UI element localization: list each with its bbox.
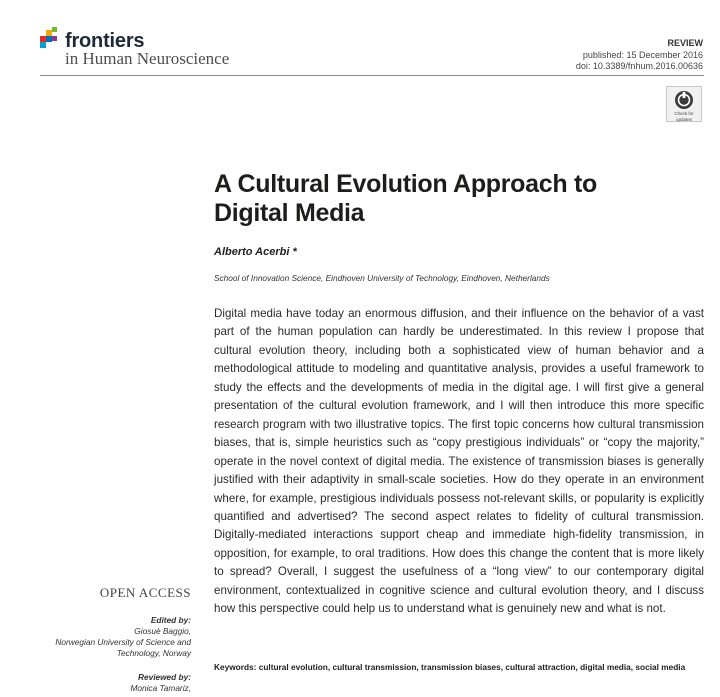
title-line-1: A Cultural Evolution Approach to <box>214 170 597 198</box>
title-line-2: Digital Media <box>214 199 365 227</box>
article-meta <box>576 38 703 73</box>
keywords <box>214 661 704 673</box>
frontiers-logo-icon <box>40 27 64 51</box>
article-title <box>214 170 684 228</box>
journal-logo[interactable] <box>40 26 280 74</box>
editor-affiliation-1: Norwegian University of Science and <box>55 637 191 647</box>
badge-text-1: Check for <box>674 111 694 116</box>
edited-by-label: Edited by: <box>150 615 191 625</box>
reviewed-by-label: Reviewed by: <box>137 672 191 682</box>
badge-text-2: updates <box>675 117 692 122</box>
journal-name: in Human Neuroscience <box>65 49 230 68</box>
brand-name: frontiers <box>65 30 145 52</box>
abstract-text: Digital media have today an enormous diffusion, and their influence on the behavior of a vast part of the human population can hardly be underestimated. In this review I propose that cultural evolution theory, including both a sophisticated view of human behavior and a methodological attitude to modeling and quantitative analysis, provides a useful framework to study the effects and the developments of media in the digital age. I will first give a general presentation of the cultural evolution framework, and I will then introduce this more specific research program with two illustrative topics. The first topic concerns how cultural transmission biases, that is, simple heuristics such as “copy prestigious individuals” or “copy the majority,” operate in the novel context of digital media. The existence of transmission biases is generally justified with their adaptivity in small-scale societies. How do they operate in an environment where, for example, prestigious individuals possess not-relevant skills, or popularity is explicitly quantified and advertised? The second aspect relates to fidelity of cultural transmission. Digitally-mediated interactions support cheap and immediate high-fidelity transmission, in opposition, for example, to oral traditions. How does this change the content that is more likely to spread? Overall, I suggest the usefulness of a “long view” to our contemporary digital environment, contextualized in cognitive science and cultural evolution theory, and I discuss how this perspective could help us to understand what is genuinely new and what is not. <box>214 307 704 616</box>
check-updates-icon <box>674 90 694 110</box>
article-type: REVIEW <box>667 38 703 48</box>
published-date: published: 15 December 2016 <box>582 49 703 60</box>
doi-link[interactable]: doi: 10.3389/fnhum.2016.00636 <box>575 61 703 71</box>
editor-affiliation-2: Technology, Norway <box>116 648 191 658</box>
author-affiliation: School of Innovation Science, Eindhoven University of Technology, Eindhoven, Netherlands <box>214 273 550 283</box>
reviewed-by-block <box>21 672 191 694</box>
keywords-label: Keywords: <box>214 662 257 672</box>
editor-name[interactable]: Giosuè Baggio, <box>134 626 191 636</box>
author-name[interactable]: Alberto Acerbi * <box>214 246 297 258</box>
header-divider <box>40 75 704 76</box>
check-for-updates-badge[interactable] <box>666 86 702 122</box>
keywords-list: cultural evolution, cultural transmission, transmission biases, cultural attraction, digital media, social media <box>258 662 686 672</box>
open-access-label: OPEN ACCESS <box>99 585 191 600</box>
edited-by-block <box>21 615 191 659</box>
reviewer-name[interactable]: Monica Tamariz, <box>130 683 191 693</box>
